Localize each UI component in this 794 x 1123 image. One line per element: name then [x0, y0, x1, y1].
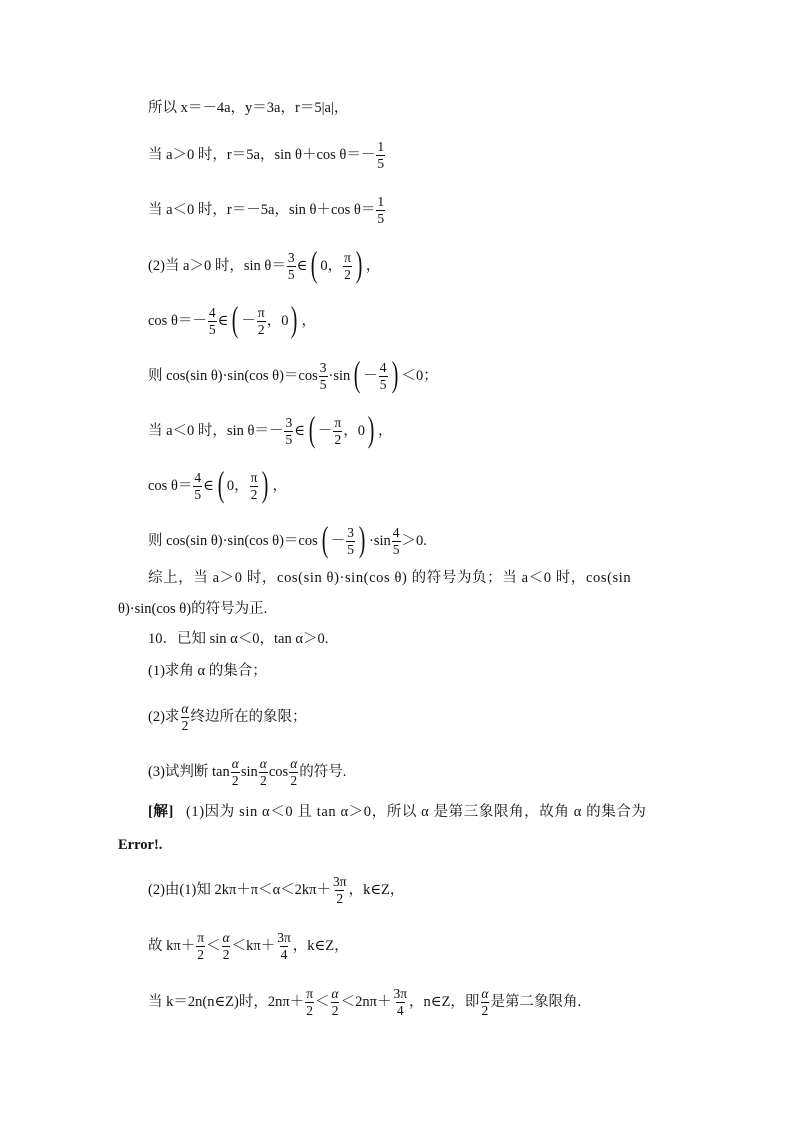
text: (3)试判断 tan: [148, 764, 230, 780]
fraction: 3π 4: [277, 930, 291, 962]
interval: ( 0， π 2 ): [311, 244, 363, 284]
text: cos θ＝: [148, 478, 193, 494]
fraction: α 2: [481, 986, 489, 1018]
fraction: 4 5: [392, 525, 400, 557]
fraction: 3π 2: [333, 874, 347, 906]
line-19: 故 kπ＋ π 2 ＜ α 2 ＜kπ＋ 3π 4 ，k∈Z，: [148, 930, 349, 962]
text: 综上，当 a＞0 时，cos(sin θ)·sin(cos θ) 的符号为负；当 a＜0 时，cos(sin: [148, 570, 632, 586]
line-17: [118, 835, 162, 855]
line-5: cos θ＝－ 4 5 ∈ ( － π 2 ，0 ) ，: [148, 299, 316, 339]
paren-group: ( － 3 5 ): [321, 519, 366, 559]
fraction: 3 5: [285, 415, 293, 447]
text: 所以 x＝－4a，y＝3a，r＝5|a|，: [148, 100, 349, 116]
fraction: 1 5: [377, 194, 385, 226]
problem-heading: 10．已知 sin α＜0，tan α＞0.: [148, 631, 329, 647]
line-20: 当 k＝2n(n∈Z)时，2nπ＋ π 2 ＜ α 2 ＜2nπ＋ 3π 4 ，n∈Z，即 α 2 是第二象限角.: [148, 986, 582, 1018]
text: 则 cos(sin θ)·sin(cos θ)＝cos: [148, 533, 318, 549]
text: ∈: [296, 258, 308, 274]
line-1: [148, 98, 348, 118]
text: 当 a＜0 时，sin θ＝－: [148, 423, 284, 439]
line-6: 则 cos(sin θ)·sin(cos θ)＝cos 3 5 ·sin ( － 4 5 ) ＜0；: [148, 354, 438, 394]
fraction: 3 5: [287, 250, 295, 282]
line-2: [148, 140, 386, 170]
line-10: [148, 568, 631, 588]
fraction: 4 5: [208, 305, 216, 337]
line-15: (3)试判断 tan α 2 sin α 2 cos α 2 的符号.: [148, 756, 347, 788]
text: θ)·sin(cos θ)的符号为正.: [118, 601, 268, 617]
text: 则 cos(sin θ)·sin(cos θ)＝cos: [148, 368, 318, 384]
paren-group: ( － 4 5 ): [353, 354, 398, 394]
text: 当 a＞0 时，r＝5a，sin θ＋cos θ＝－: [148, 147, 376, 163]
fraction: 4 5: [194, 470, 202, 502]
line-11: [118, 599, 267, 619]
interval: ( － π 2 ，0 ): [232, 299, 298, 339]
line-13: [148, 661, 267, 681]
text: (1)求角 α 的集合；: [148, 663, 267, 679]
fraction: 3 5: [319, 360, 327, 392]
text: (1)因为 sin α＜0 且 tan α＞0，所以 α 是第三象限角，故角 α 的集合为: [185, 804, 647, 820]
fraction: α 2: [259, 756, 267, 788]
fraction: α 2: [222, 930, 230, 962]
interval: ( － π 2 ，0 ): [308, 409, 375, 449]
line-4: (2)当 a＞0 时，sin θ＝ 3 5 ∈ ( 0， π 2 ) ，: [148, 244, 381, 284]
line-8: cos θ＝ 4 5 ∈ ( 0， π 2 ) ，: [148, 464, 287, 504]
solution-tag: [解]: [148, 804, 174, 820]
text: (2)由(1)知 2kπ＋π＜α＜2kπ＋: [148, 882, 331, 898]
fraction: α 2: [231, 756, 239, 788]
line-16: [148, 802, 647, 822]
line-7: 当 a＜0 时，sin θ＝－ 3 5 ∈ ( － π 2 ，0 ) ，: [148, 409, 393, 449]
fraction: 3π 4: [393, 986, 408, 1018]
fraction: 1 5: [377, 139, 385, 171]
text: cos θ＝－: [148, 313, 207, 329]
line-14: (2)求 α 2 终边所在的象限；: [148, 701, 307, 733]
error-text: Error!.: [118, 837, 163, 853]
text: (2)求: [148, 709, 180, 725]
line-9: 则 cos(sin θ)·sin(cos θ)＝cos ( － 3 5 ) ·sin 4 5 ＞0.: [148, 519, 427, 559]
text: (2)当 a＞0 时，sin θ＝: [148, 258, 286, 274]
text: 当 a＜0 时，r＝－5a，sin θ＋cos θ＝: [148, 202, 376, 218]
line-12: [148, 629, 328, 649]
text: 当 k＝2n(n∈Z)时，2nπ＋: [148, 994, 305, 1010]
line-18: (2)由(1)知 2kπ＋π＜α＜2kπ＋ 3π 2 ，k∈Z，: [148, 874, 405, 906]
fraction: π 2: [197, 930, 205, 962]
text: 故 kπ＋: [148, 938, 196, 954]
fraction: α 2: [331, 986, 339, 1018]
fraction: π 2: [306, 986, 314, 1018]
fraction: α 2: [290, 756, 298, 788]
line-3: [148, 195, 386, 225]
fraction: α 2: [181, 701, 189, 733]
interval: ( 0， π 2 ): [217, 464, 269, 504]
